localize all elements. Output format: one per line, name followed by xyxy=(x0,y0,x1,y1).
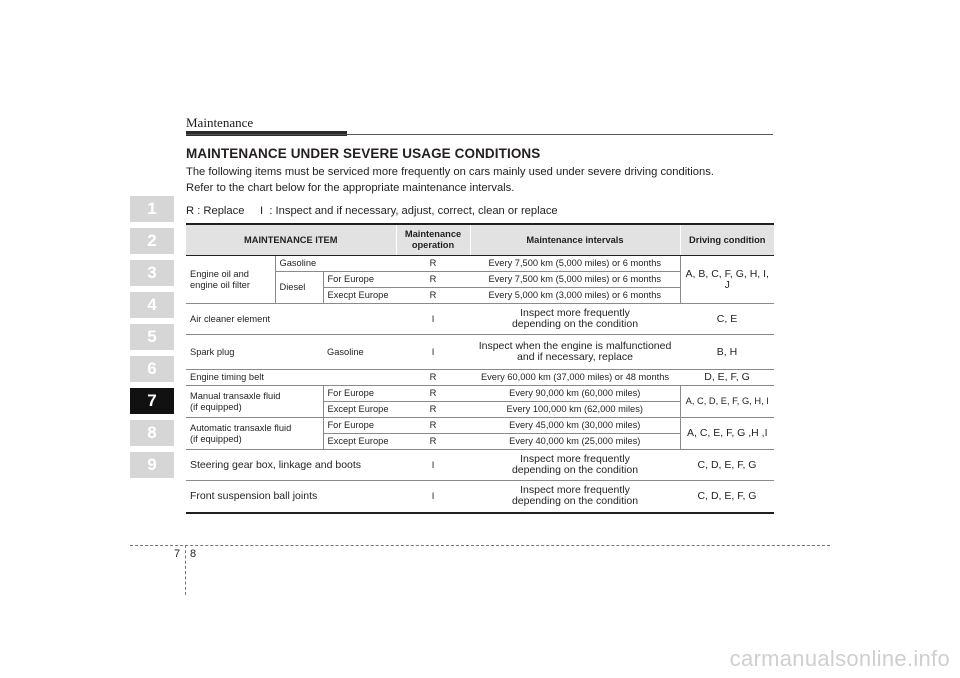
item-automatic-transaxle xyxy=(186,418,323,450)
maintenance-table xyxy=(186,223,774,514)
condition-cell: A, B, C, F, G, H, I, J xyxy=(680,256,774,304)
operation-cell: R xyxy=(396,370,470,386)
page-chapter-number: 7 xyxy=(174,548,181,560)
header-operation-line-1: Maintenance xyxy=(404,229,462,239)
interval-cell: Every 7,500 km (5,000 miles) or 6 months xyxy=(470,272,680,288)
condition-cell: D, E, F, G xyxy=(680,370,774,386)
table-row xyxy=(186,335,774,370)
chapter-tab-1[interactable]: 1 xyxy=(130,196,174,222)
chapter-tab-4[interactable]: 4 xyxy=(130,292,174,318)
region-cell: For Europe xyxy=(323,272,396,288)
table-row xyxy=(186,386,774,402)
intro-line-1: The following items must be serviced more frequently on cars mainly used under severe driving conditions. xyxy=(186,166,714,178)
table-row xyxy=(186,418,774,434)
interval-line: depending on the condition xyxy=(511,495,639,508)
region-cell: Except Europe xyxy=(323,402,396,418)
operation-cell: R xyxy=(396,402,470,418)
interval-cell: Every 7,500 km (5,000 miles) or 6 months xyxy=(470,256,680,272)
interval-line: depending on the condition xyxy=(511,318,639,330)
item-air-cleaner: Air cleaner element xyxy=(186,304,396,335)
region-cell: For Europe xyxy=(323,418,396,434)
interval-cell xyxy=(470,304,680,335)
operation-cell: I xyxy=(396,304,470,335)
running-header: Maintenance xyxy=(186,115,254,130)
item-line: (if equipped) xyxy=(190,433,242,444)
header-rule xyxy=(186,134,773,135)
header-maintenance-item: MAINTENANCE ITEM xyxy=(186,224,396,256)
page-number: 8 xyxy=(190,548,197,560)
operation-cell: R xyxy=(396,386,470,402)
item-line: engine oil filter xyxy=(190,279,250,290)
chapter-tab-8[interactable]: 8 xyxy=(130,420,174,446)
region-cell: Except Europe xyxy=(323,434,396,450)
interval-line: depending on the condition xyxy=(511,464,639,476)
interval-cell: Every 100,000 km (62,000 miles) xyxy=(470,402,680,418)
interval-line: Inspect more frequently xyxy=(520,307,630,319)
region-cell: Execpt Europe xyxy=(323,288,396,304)
operation-cell: R xyxy=(396,434,470,450)
chapter-tab-9[interactable]: 9 xyxy=(130,452,174,478)
chapter-tab-7[interactable]: 7 xyxy=(130,388,174,414)
table-row xyxy=(186,370,774,386)
item-timing-belt: Engine timing belt xyxy=(186,370,396,386)
fuel-type: Gasoline xyxy=(323,335,396,370)
interval-line: Inspect more frequently xyxy=(520,453,630,465)
interval-cell: Every 90,000 km (60,000 miles) xyxy=(470,386,680,402)
operation-cell: R xyxy=(396,418,470,434)
item-line: Automatic transaxle fluid xyxy=(190,422,292,433)
chapter-tab-5[interactable]: 5 xyxy=(130,324,174,350)
item-line: Engine oil and xyxy=(190,268,249,279)
condition-cell: C, D, E, F, G xyxy=(680,481,774,513)
interval-line: and if necessary, replace xyxy=(517,351,633,363)
condition-cell: C, E xyxy=(680,304,774,335)
interval-cell: Every 40,000 km (25,000 miles) xyxy=(470,434,680,450)
fuel-type: Gasoline xyxy=(275,256,396,272)
operation-cell: R xyxy=(396,256,470,272)
watermark: carmanualsonline.info xyxy=(729,646,950,671)
item-ball-joints: Front suspension ball joints xyxy=(186,481,396,513)
interval-cell: Every 60,000 km (37,000 miles) or 48 months xyxy=(470,370,680,386)
item-steering: Steering gear box, linkage and boots xyxy=(186,450,396,481)
condition-cell: C, D, E, F, G xyxy=(680,450,774,481)
header-maintenance-intervals: Maintenance intervals xyxy=(470,224,680,256)
interval-cell: Every 5,000 km (3,000 miles) or 6 months xyxy=(470,288,680,304)
item-line: Manual transaxle fluid xyxy=(190,390,281,401)
intro-text xyxy=(186,164,786,196)
item-line: (if equipped) xyxy=(190,401,242,412)
condition-cell: A, C, D, E, F, G, H, I xyxy=(680,386,774,418)
interval-line: Inspect more frequently xyxy=(520,484,630,497)
condition-cell: A, C, E, F, G ,H ,I xyxy=(680,418,774,450)
interval-cell xyxy=(470,335,680,370)
item-manual-transaxle xyxy=(186,386,323,418)
chapter-tab-2[interactable]: 2 xyxy=(130,228,174,254)
interval-cell xyxy=(470,481,680,513)
interval-cell xyxy=(470,450,680,481)
item-engine-oil xyxy=(186,256,275,304)
fuel-type: Diesel xyxy=(275,272,323,304)
chapter-tabs xyxy=(130,196,174,484)
operation-cell: I xyxy=(396,481,470,513)
operation-cell: I xyxy=(396,335,470,370)
table-row xyxy=(186,450,774,481)
condition-cell: B, H xyxy=(680,335,774,370)
footer-rule xyxy=(130,545,830,546)
table-header-row xyxy=(186,224,774,256)
table-row xyxy=(186,481,774,513)
footer-divider xyxy=(185,545,186,595)
operation-cell: R xyxy=(396,272,470,288)
section-title: MAINTENANCE UNDER SEVERE USAGE CONDITIONS xyxy=(186,146,541,161)
interval-line: Inspect when the engine is malfunctioned xyxy=(478,340,672,352)
interval-cell: Every 45,000 km (30,000 miles) xyxy=(470,418,680,434)
header-driving-condition: Driving condition xyxy=(680,224,774,256)
header-maintenance-operation xyxy=(396,224,470,256)
region-cell: For Europe xyxy=(323,386,396,402)
chapter-tab-6[interactable]: 6 xyxy=(130,356,174,382)
header-operation-line-2: operation xyxy=(411,240,455,250)
legend-text: R : Replace I : Inspect and if necessary, adjust, correct, clean or replace xyxy=(186,205,558,217)
table-row xyxy=(186,304,774,335)
table-row xyxy=(186,256,774,272)
chapter-tab-3[interactable]: 3 xyxy=(130,260,174,286)
operation-cell: R xyxy=(396,288,470,304)
intro-line-2: Refer to the chart below for the appropriate maintenance intervals. xyxy=(186,182,515,194)
item-spark-plug: Spark plug xyxy=(186,335,323,370)
operation-cell: I xyxy=(396,450,470,481)
